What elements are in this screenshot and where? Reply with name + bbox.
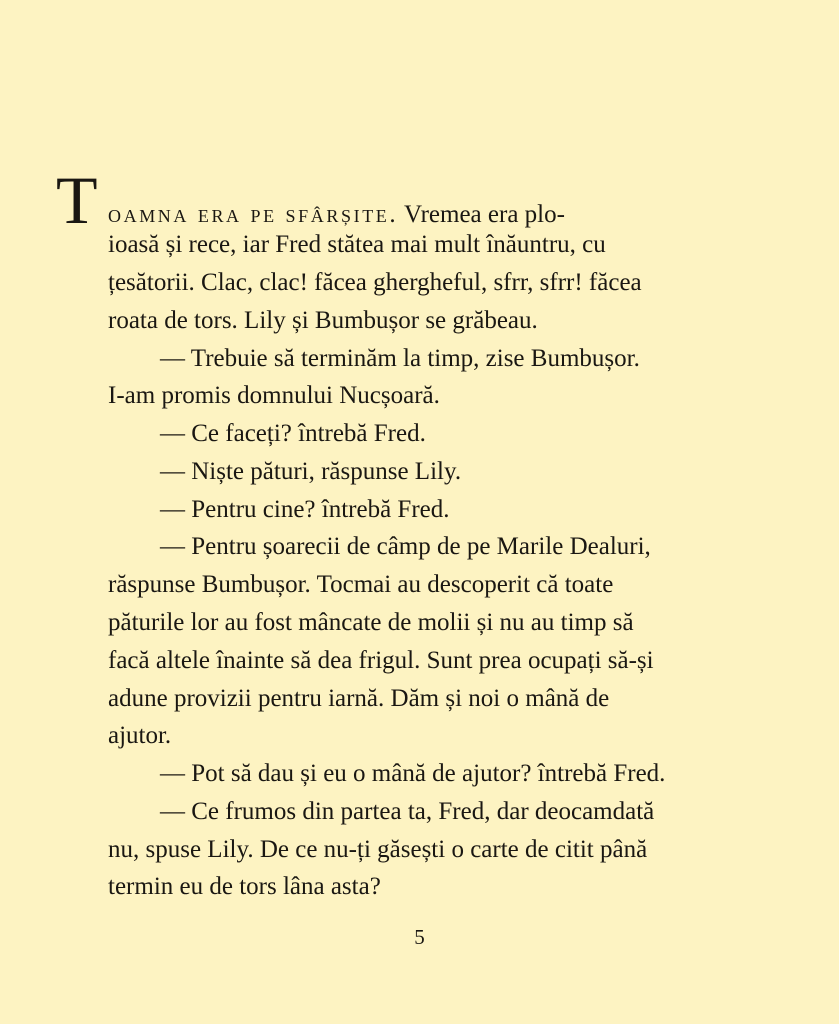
dialogue-line: — Pentru cine? întrebă Fred. xyxy=(160,496,450,523)
page-number: 5 xyxy=(414,925,425,949)
opening-rest: Vremea era plo- xyxy=(398,201,565,228)
text-line: I-am promis domnului Nucșoară. xyxy=(108,382,440,409)
text-line: țesătorii. Clac, clac! făcea ghergheful, sfrr, sfrr! făcea xyxy=(108,269,642,296)
text-line: adune provizii pentru iarnă. Dăm și noi o mână de xyxy=(108,685,610,712)
dialogue-line: — Pot să dau și eu o mână de ajutor? întrebă Fred. xyxy=(160,760,666,787)
text-line: termin eu de tors lâna asta? xyxy=(108,873,381,900)
text-line: păturile lor au fost mâncate de molii și nu au timp să xyxy=(108,609,634,636)
text-line: ioasă și rece, iar Fred stătea mai mult înăuntru, cu xyxy=(108,231,606,258)
dialogue-line: — Niște pături, răspunse Lily. xyxy=(160,458,462,485)
text-line: roata de tors. Lily și Bumbușor se grăbeau. xyxy=(108,307,538,334)
drop-cap: T xyxy=(56,162,98,238)
dialogue-line: — Trebuie să terminăm la timp, zise Bumbușor. xyxy=(160,345,640,372)
dialogue-line: — Pentru șoarecii de câmp de pe Marile Dealuri, xyxy=(160,533,651,560)
text-line: nu, spuse Lily. De ce nu-ți găsești o carte de citit până xyxy=(108,836,648,863)
opening-smallcaps: oamna era pe sfârșite. xyxy=(108,201,399,228)
text-line: răspunse Bumbușor. Tocmai au descoperit că toate xyxy=(108,571,614,598)
dialogue-line: — Ce frumos din partea ta, Fred, dar deocamdată xyxy=(160,798,655,825)
text-line: ajutor. xyxy=(108,722,172,749)
text-line: facă altele înainte să dea frigul. Sunt prea ocupați să-și xyxy=(108,647,654,674)
opening-line xyxy=(108,200,603,230)
dialogue-line: — Ce faceți? întrebă Fred. xyxy=(160,420,426,447)
